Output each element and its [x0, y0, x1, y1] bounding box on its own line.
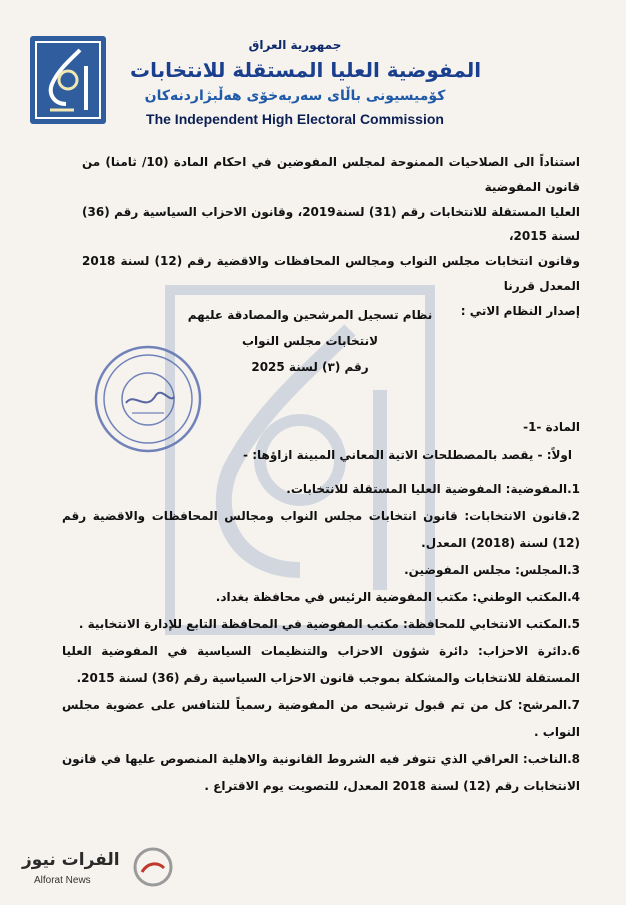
definition-text: المجلس: مجلس المفوضين. [404, 563, 568, 577]
definition-number: 2. [567, 509, 580, 523]
definition-number: 3. [567, 563, 580, 577]
alforat-logo-ar: الفرات نيوز [22, 850, 120, 870]
commission-logo [30, 36, 106, 124]
article-title: المادة -1- [523, 420, 580, 434]
definition-text: المفوضية: المفوضية العليا المستقلة للانتخابات. [286, 482, 568, 496]
definition-item [62, 503, 580, 557]
intro-paragraph [82, 150, 580, 324]
alforat-logo-en: Alforat News [34, 875, 91, 886]
definition-number: 1. [567, 482, 580, 496]
regulation-number: رقم (٣) لسنة 2025 [251, 360, 369, 374]
definition-item [62, 557, 580, 584]
intro-line: وقانون انتخابات مجلس النواب ومجالس المحافظات والاقضية رقم (12) لسنة 2018 المعدل قررنا [82, 254, 580, 293]
definition-number: 6. [567, 644, 580, 658]
definition-item [62, 692, 580, 746]
header-commission-name-ar: المفوضية العليا المستقلة للانتخابات [130, 58, 482, 82]
intro-line: إصدار النظام الاتي : [460, 303, 580, 318]
definition-item [62, 584, 580, 611]
definition-text: الناخب: العراقي الذي تتوفر فيه الشروط القانونية والاهلية المنصوص عليها في قانون الانتخابات رقم (12) لسنة 2018 المعدل، للتصويت يوم الاقتراع . [62, 752, 580, 793]
definition-number: 7. [567, 698, 580, 712]
alforat-emblem-icon [132, 846, 174, 888]
definition-item [62, 746, 580, 800]
definition-text: دائرة الاحزاب: دائرة شؤون الاحزاب والتنظيمات السياسية في المفوضية العليا المستقلة للانتخابات والمشكلة بموجب قانون الاحزاب السياسية رقم (36) لسنة 2015. [62, 644, 580, 685]
official-stamp-icon [92, 343, 204, 455]
definition-text: قانون الانتخابات: قانون انتخابات مجلس النواب ومجالس المحافظات والاقضية رقم (12) لسنة (2018) المعدل. [62, 509, 580, 550]
definitions-list [62, 476, 580, 800]
definition-text: المرشح: كل من تم قبول ترشيحه من المفوضية رسمياً للتنافس على عضوية مجلس النواب . [62, 698, 580, 739]
article-intro: اولاً: - يقصد بالمصطلحات الاتية المعاني المبينة ازاؤها: - [243, 448, 572, 462]
header-commission-name-ku: كۆمیسیونی باڵای سەربەخۆی هەڵبژاردنەکان [144, 88, 446, 104]
definition-text: المكتب الوطني: مكتب المفوضية الرئيس في محافظة بغداد. [215, 590, 568, 604]
definition-item [62, 638, 580, 692]
regulation-title-block [170, 302, 450, 380]
definition-number: 8. [567, 752, 580, 766]
definition-item [62, 611, 580, 638]
commission-logo-icon [30, 36, 106, 124]
definition-text: المكتب الانتخابي للمحافظة: مكتب المفوضية في المحافظة التابع للإدارة الانتخابية . [78, 617, 568, 631]
definition-number: 5. [567, 617, 580, 631]
header-republic: جمهورية العراق [248, 38, 342, 52]
definition-item [62, 476, 580, 503]
alforat-news-logo [14, 846, 164, 896]
regulation-title: نظام تسجيل المرشحين والمصادقة عليهم [187, 308, 433, 322]
intro-line: العليا المستقلة للانتخابات رقم (31) لسنة2019، وقانون الاحزاب السياسية رقم (36) لسنة 2015، [82, 204, 581, 244]
definition-number: 4. [567, 590, 580, 604]
regulation-subtitle: لانتخابات مجلس النواب [241, 334, 379, 348]
header-commission-name-en: The Independent High Electoral Commission [146, 111, 444, 127]
intro-line: استناداً الى الصلاحيات الممنوحة لمجلس المفوضين في احكام المادة (10/ ثامنا) من قانون المفوضية [82, 155, 581, 194]
